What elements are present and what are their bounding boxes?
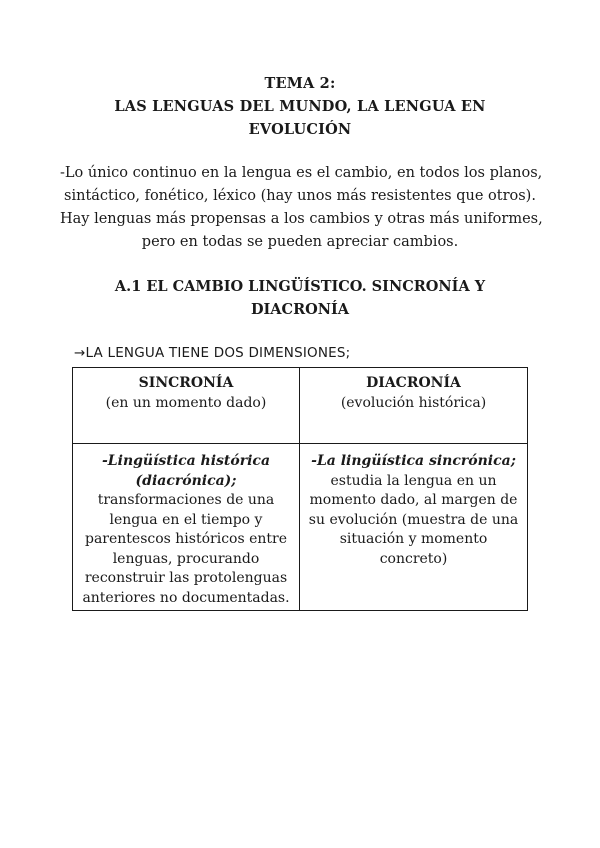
section-heading-line-1: A.1 EL CAMBIO LINGÜÍSTICO. SINCRONÍA Y: [114, 278, 486, 295]
cell-text-line: transformaciones de una: [97, 492, 275, 508]
cell-title-line: -Lingüística histórica: [101, 453, 271, 469]
title-line-3: EVOLUCIÓN: [248, 121, 352, 138]
cell-text-line: su evolución (muestra de una: [308, 511, 519, 528]
intro-line: pero en todas se pueden apreciar cambios.: [141, 234, 459, 250]
document-title: [60, 72, 540, 141]
header-cell-sincronia: [73, 368, 300, 444]
header-subtitle: (evolución histórica): [340, 394, 487, 411]
cell-text-line: lenguas, procurando: [112, 550, 260, 567]
cell-linguistica-sincronica: [300, 444, 528, 611]
dimensions-table: [72, 367, 528, 611]
header-title: SINCRONÍA: [138, 375, 234, 391]
title-line-2: LAS LENGUAS DEL MUNDO, LA LENGUA EN: [114, 98, 486, 115]
dimensions-line: →LA LENGUA TIENE DOS DIMENSIONES;: [74, 345, 351, 361]
header-subtitle: (en un momento dado): [105, 394, 267, 411]
intro-line: sintáctico, fonético, léxico (hay unos más resistentes que otros).: [64, 188, 536, 204]
cell-text-line: lengua en el tiempo y: [109, 511, 263, 528]
section-heading: [60, 275, 540, 321]
cell-title-line: (diacrónica);: [135, 472, 237, 489]
table-body-row: [73, 444, 528, 611]
section-heading-line-2: DIACRONÍA: [250, 301, 350, 318]
cell-text-line: estudia la lengua en un: [330, 472, 497, 489]
cell-text-line: situación y momento concreto): [339, 531, 488, 567]
intro-paragraph: [60, 162, 543, 254]
header-title: DIACRONÍA: [366, 375, 461, 391]
cell-text-line: reconstruir las protolenguas: [84, 570, 288, 586]
cell-text-line: anteriores no documentadas.: [82, 589, 290, 606]
cell-linguistica-historica: [73, 444, 300, 611]
cell-text-line: momento dado, al margen de: [309, 492, 518, 508]
intro-line: Hay lenguas más propensas a los cambios y otras más uniformes,: [60, 211, 543, 227]
header-cell-diacronia: [300, 368, 528, 444]
title-line-1: TEMA 2:: [264, 75, 336, 92]
intro-line: -Lo único continuo en la lengua es el cambio, en todos los planos,: [60, 165, 543, 181]
cell-text-line: parentescos históricos entre: [84, 531, 287, 547]
table-header-row: [73, 368, 528, 444]
cell-title-line: -La lingüística sincrónica;: [311, 453, 516, 469]
